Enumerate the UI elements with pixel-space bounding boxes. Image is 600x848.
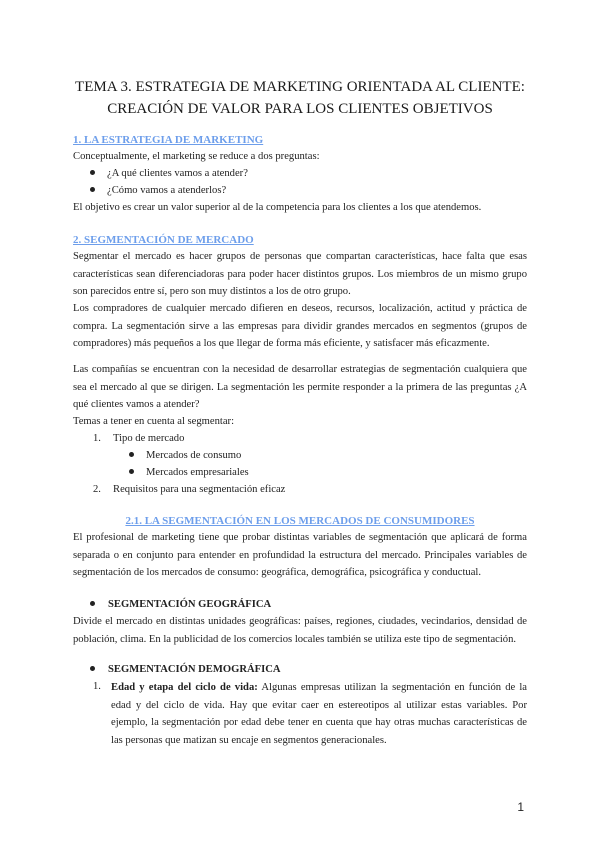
numbered-item-number: 1. (93, 681, 101, 692)
demo-heading-text: SEGMENTACIÓN DEMOGRÁFICA (108, 664, 281, 675)
page-number: 1 (517, 800, 524, 814)
paragraph: Divide el mercado en distintas unidades geográficas: países, regiones, ciudades, vecindarios, densidad de población, clima. En la publicidad de los comercios locales también se utiliza este tipo de segmentación. (73, 616, 527, 645)
bullet-item (90, 168, 248, 179)
geo-heading-text: SEGMENTACIÓN GEOGRÁFICA (108, 599, 272, 610)
section-1-outro: El objetivo es crear un valor superior al de la competencia para los clientes a los que atendemos. (73, 202, 482, 213)
bullet-text: ¿Cómo vamos a atenderlos? (107, 185, 227, 196)
bullet-text: Mercados empresariales (146, 467, 249, 478)
bullet-text: ¿A qué clientes vamos a atender? (107, 168, 248, 179)
bullet-dot-icon (90, 187, 95, 192)
demo-heading (90, 664, 281, 675)
demo-item-bold: Edad y etapa del ciclo de vida: (111, 682, 258, 693)
item-number: 2. (93, 484, 101, 495)
bullet-item (90, 185, 226, 196)
section-1-intro: Conceptualmente, el marketing se reduce a dos preguntas: (73, 151, 320, 162)
paragraph: Segmentar el mercado es hacer grupos de personas que compartan características, hace falta que esas características sean diferenciadoras para poder hacer distintos grupos. Los miembros de un mismo grupo son parecidos entre sí, pero son muy distintos a los de otro grupo. (73, 251, 527, 297)
paragraph: Los compradores de cualquier mercado difieren en deseos, recursos, localización, actitud y práctica de compra. La segmentación sirve a las empresas para dividir grandes mercados en segmentos (grupos de compradores) más pequeños a los que llegar de forma más eficiente, y satisfacer más eficazmente. (73, 303, 527, 349)
demo-item-paragraph (111, 679, 527, 749)
bullet-dot-icon (90, 666, 95, 671)
title-line-2: CREACIÓN DE VALOR PARA LOS CLIENTES OBJETIVOS (107, 101, 493, 117)
bullet-text: Mercados de consumo (146, 450, 242, 461)
section-2-heading: 2. SEGMENTACIÓN DE MERCADO (73, 234, 254, 246)
paragraph: El profesional de marketing tiene que probar distintas variables de segmentación que aplicará de forma separada o en conjunto para entender en profundidad la estructura del mercado. Principales variables de segmentación de los mercados de consumo: geográfica, demográfica, psicográfica y conductual. (73, 532, 527, 578)
numbered-item (93, 433, 184, 444)
bullet-dot-icon (90, 170, 95, 175)
bullet-dot-icon (90, 601, 95, 606)
demo-item-text: Algunas empresas utilizan la segmentación en función de la edad y del ciclo de vida. Hay que evitar caer en estereotipos al utilizar estas variables. Por ejemplo, la segmentación por edad debe tener en cuenta que hay otras muchas características de las personas que matizan su encaje en segmentos generacionales. (111, 682, 527, 746)
sub-bullet-item (129, 467, 249, 478)
bullet-dot-icon (129, 452, 134, 457)
bullet-dot-icon (129, 469, 134, 474)
sub-bullet-item (129, 450, 241, 461)
geo-heading (90, 599, 271, 610)
numbered-item (93, 484, 285, 495)
temas-label: Temas a tener en cuenta al segmentar: (73, 416, 235, 427)
item-text: Tipo de mercado (113, 433, 185, 444)
page-title (40, 76, 560, 120)
section-1-heading: 1. LA ESTRATEGIA DE MARKETING (73, 134, 264, 146)
section-2-1-heading: 2.1. LA SEGMENTACIÓN EN LOS MERCADOS DE CONSUMIDORES (125, 515, 475, 527)
paragraph: Las compañías se encuentran con la necesidad de desarrollar estrategias de segmentación cualquiera que sea el mercado al que se dirigen. La segmentación les permite responder a la primera de las preguntas ¿A qué clientes vamos a atender? (73, 364, 527, 410)
item-text: Requisitos para una segmentación eficaz (113, 484, 286, 495)
title-line-1: TEMA 3. ESTRATEGIA DE MARKETING ORIENTADA AL CLIENTE: (75, 79, 525, 95)
item-number: 1. (93, 433, 101, 444)
